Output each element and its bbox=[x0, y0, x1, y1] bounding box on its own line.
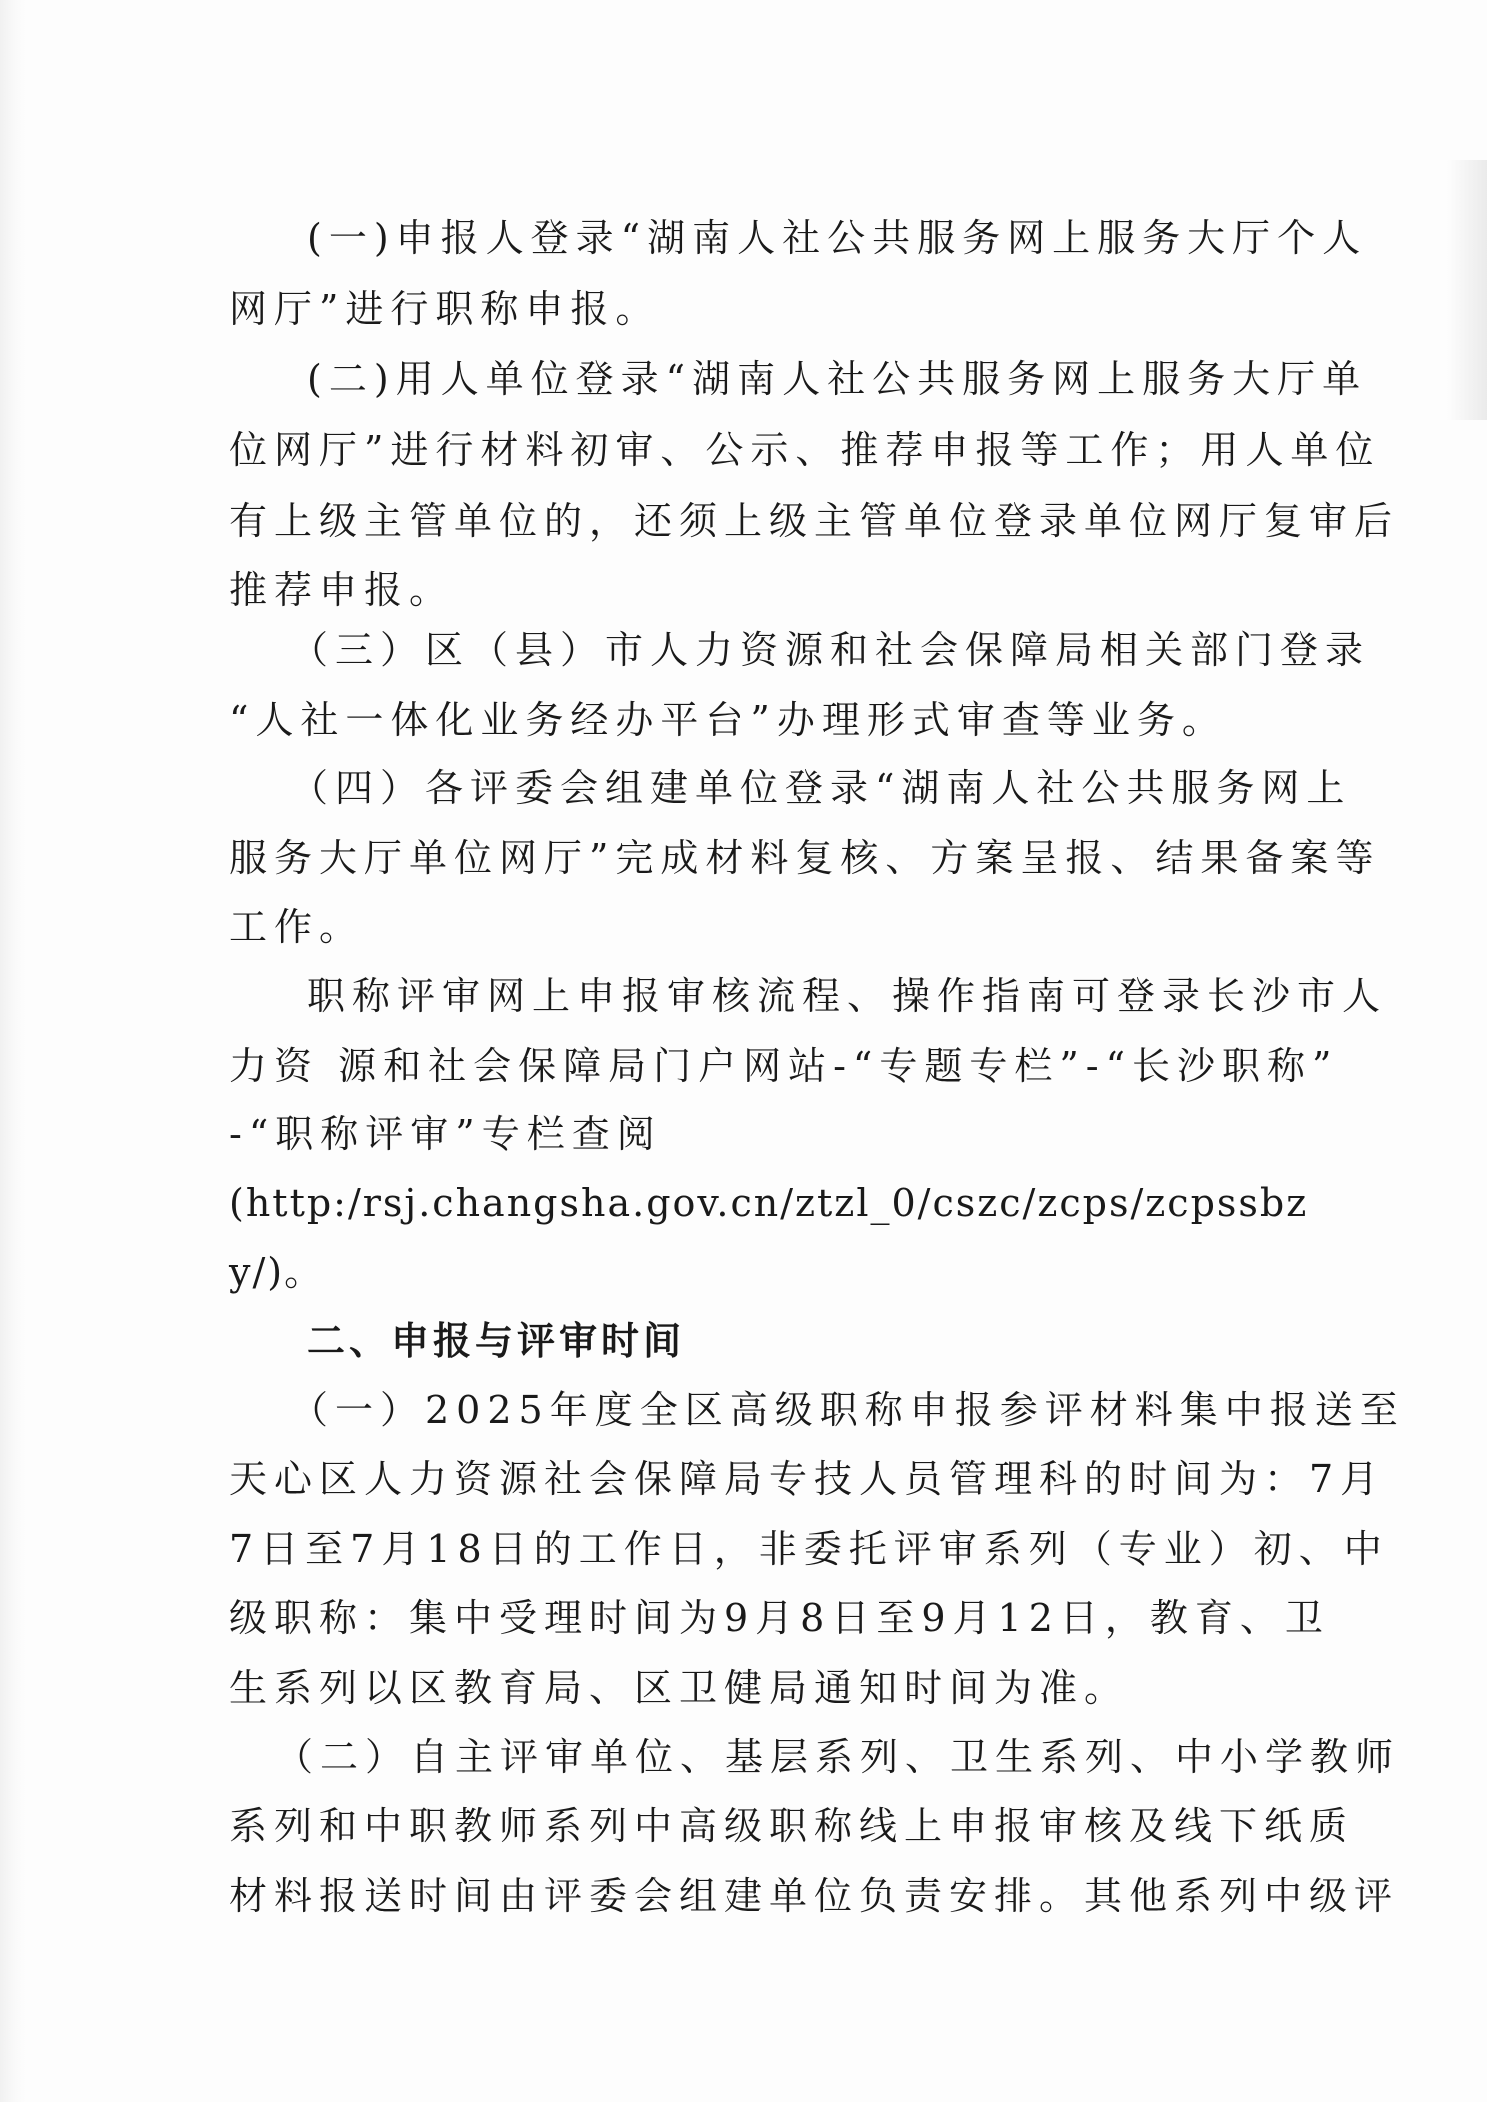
para-6-line-4: 级职称：集中受理时间为9月8日至9月12日，教育、卫 bbox=[229, 1596, 1330, 1640]
scan-edge-shadow bbox=[0, 0, 26, 2102]
para-5-line-2: 力资 源和社会保障局门户网站-“专题专栏”-“长沙职称” bbox=[229, 1044, 1339, 1088]
para-1-line-1: (一)申报人登录“湖南人社公共服务网上服务大厅个人 bbox=[307, 216, 1368, 260]
para-5-line-3: -“职称评审”专栏查阅 bbox=[229, 1112, 662, 1156]
para-6-line-3: 7日至7月18日的工作日，非委托评审系列（专业）初、中 bbox=[229, 1527, 1389, 1571]
para-7-line-2: 系列和中职教师系列中高级职称线上申报审核及线下纸质 bbox=[229, 1804, 1355, 1848]
para-3-line-1: （三）区（县）市人力资源和社会保障局相关部门登录 bbox=[290, 628, 1371, 672]
para-6-line-1: （一）2025年度全区高级职称申报参评材料集中报送至 bbox=[290, 1388, 1405, 1432]
para-4-line-2: 服务大厅单位网厅”完成材料复核、方案呈报、结果备案等 bbox=[229, 836, 1381, 880]
para-5-url-line-1: (http:/rsj.changsha.gov.cn/ztzl_0/cszc/zcps/zcpssbz bbox=[229, 1181, 1309, 1225]
para-6-line-2: 天心区人力资源社会保障局专技人员管理科的时间为：7月 bbox=[229, 1457, 1386, 1501]
para-4-line-3: 工作。 bbox=[229, 905, 365, 949]
para-2-line-3: 有上级主管单位的，还须上级主管单位登录单位网厅复审后 bbox=[229, 499, 1400, 543]
scan-bleed-shadow bbox=[1447, 160, 1487, 420]
para-3-line-2: “人社一体化业务经办平台”办理形式审查等业务。 bbox=[229, 698, 1227, 742]
para-6-line-5: 生系列以区教育局、区卫健局通知时间为准。 bbox=[229, 1666, 1130, 1710]
para-7-line-1: （二）自主评审单位、基层系列、卫生系列、中小学教师 bbox=[275, 1735, 1401, 1779]
para-5-url-line-2: y/)。 bbox=[229, 1250, 325, 1294]
para-7-line-3: 材料报送时间由评委会组建单位负责安排。其他系列中级评 bbox=[229, 1874, 1400, 1918]
para-2-line-1: (二)用人单位登录“湖南人社公共服务网上服务大厅单 bbox=[307, 357, 1368, 401]
para-2-line-4: 推荐申报。 bbox=[229, 568, 455, 612]
para-1-line-2: 网厅”进行职称申报。 bbox=[229, 287, 661, 331]
section-heading: 二、申报与评审时间 bbox=[307, 1319, 686, 1363]
para-2-line-2: 位网厅”进行材料初审、公示、推荐申报等工作；用人单位 bbox=[229, 428, 1381, 472]
para-5-line-1: 职称评审网上申报审核流程、操作指南可登录长沙市人 bbox=[307, 974, 1388, 1018]
para-4-line-1: （四）各评委会组建单位登录“湖南人社公共服务网上 bbox=[290, 766, 1352, 810]
